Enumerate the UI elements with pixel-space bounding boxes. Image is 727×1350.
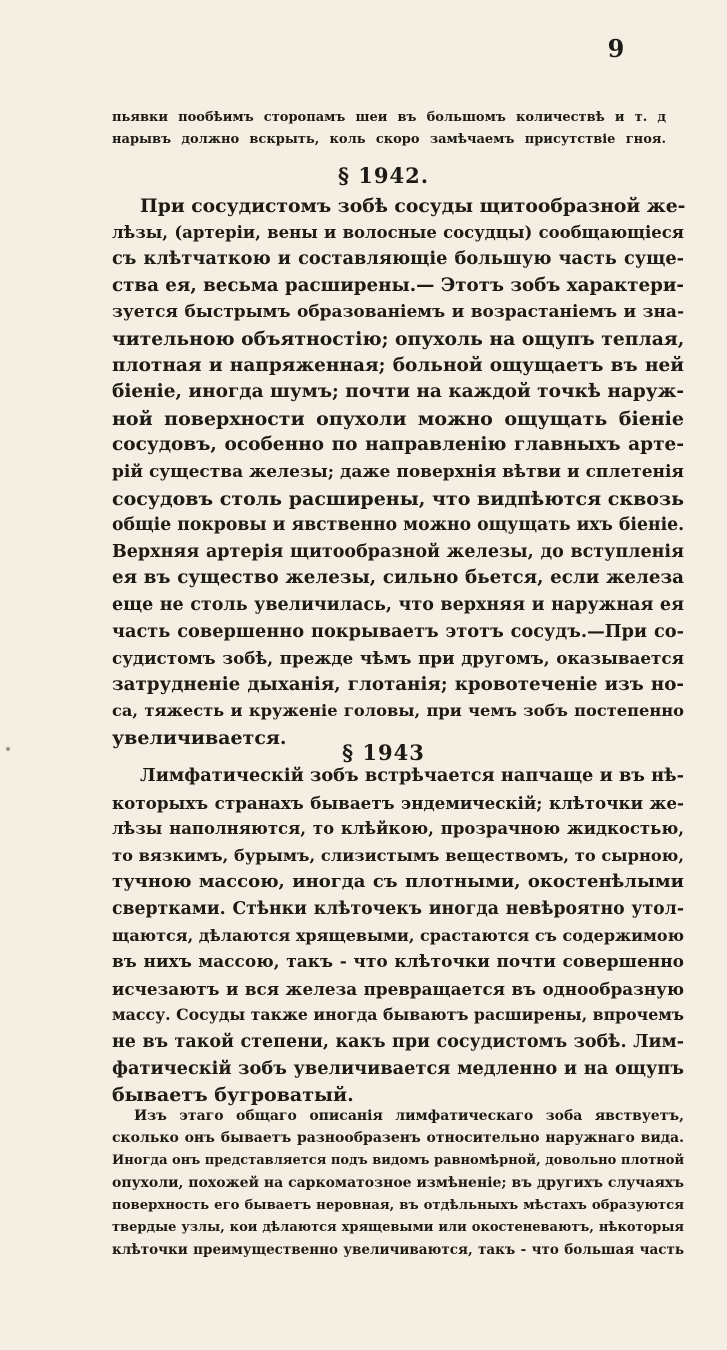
text-line: ства ея, весьма расширены.— Этотъ зобъ характери-	[112, 274, 684, 296]
text-line: массу. Сосуды также иногда бываютъ расширены, впрочемъ	[112, 1005, 684, 1025]
text-line: рій существа железы; даже поверхнія вѣтви и сплетенія	[112, 461, 684, 482]
text-line: не въ такой степени, какъ при сосудистомъ зобѣ. Лим-	[112, 1031, 684, 1052]
text-line: ея въ существо железы, сильно бьется, если железа	[112, 567, 684, 589]
text-line: поверхность его бываетъ неровная, въ отдѣльныхъ мѣстахъ образуются	[112, 1197, 684, 1213]
text-line: сосудовъ, особенно по направленію главныхъ арте-	[112, 434, 684, 456]
section-1942-paragraph	[0, 193, 727, 751]
note-paragraph	[0, 1105, 727, 1262]
section-heading-1943: § 1943	[342, 740, 425, 765]
section-heading-1942: § 1942.	[337, 163, 430, 188]
text-line: исчезаютъ и вся железа превращается въ однообразную	[112, 978, 684, 999]
text-line: чительною объятностію; опухоль на ощупъ теплая,	[112, 327, 685, 350]
text-line: твердые узлы, кои дѣлаются хрящевыми или окостеневаютъ, нѣкоторыя	[112, 1220, 684, 1236]
text-line: еще не столь увеличилась, что верхняя и наружная ея	[112, 594, 684, 615]
text-line: плотная и напряженная; больной ощущаетъ въ ней	[112, 354, 684, 376]
text-line: пьявки пообѣимъ сторопамъ шеи въ большомъ количествѣ и т. д	[112, 110, 666, 125]
page-number: 9	[607, 34, 625, 63]
text-line: са, тяжесть и круженіе головы, при чемъ зобъ постепенно	[112, 701, 684, 721]
text-line: опухоли, похожей на саркоматозное измѣненіе; въ другихъ случаяхъ	[112, 1175, 684, 1192]
text-line: которыхъ странахъ бываетъ эндемическій; клѣточки же-	[112, 792, 684, 813]
text-line: щаются, дѣлаются хрящевыми, срастаются съ содержимою	[112, 925, 684, 945]
text-line: Верхняя артерія щитообразной железы, до вступленія	[112, 541, 684, 562]
continuation-paragraph	[0, 107, 727, 151]
text-line: фатическій зобъ увеличивается медленно и на ощупъ	[112, 1057, 684, 1079]
text-line: бываетъ бугроватый.	[112, 1084, 354, 1107]
section-1943-paragraph	[0, 763, 727, 1109]
text-line: общіе покровы и явственно можно ощущать ихъ біеніе.	[112, 515, 685, 536]
text-line: свертками. Стѣнки клѣточекъ иногда невѣроятно утол-	[112, 898, 684, 919]
text-line: съ клѣтчаткою и составляющіе большую часть суще-	[112, 248, 684, 270]
text-line: сосудовъ столь расширены, что видпѣются сквозь	[112, 487, 684, 510]
text-line: біеніе, иногда шумъ; почти на каждой точкѣ наруж-	[112, 381, 685, 403]
paper-fleck	[6, 747, 10, 751]
text-line: лѣзы наполняются, то клѣйкою, прозрачною жидкостью,	[112, 819, 684, 839]
text-line: судистомъ зобѣ, прежде чѣмъ при другомъ, оказывается	[112, 648, 684, 669]
text-line: клѣточки преимущественно увеличиваются, такъ - что большая часть	[112, 1242, 684, 1259]
text-line: зуется быстрымъ образованіемъ и возрастаніемъ и зна-	[112, 302, 684, 323]
text-line: Лимфатическій зобъ встрѣчается напчаще и въ нѣ-	[140, 765, 684, 786]
text-line: затрудненіе дыханія, глотанія; кровотеченіе изъ но-	[112, 673, 684, 695]
text-line: часть совершенно покрываетъ этотъ сосудъ.—При со-	[112, 620, 684, 642]
text-line: сколько онъ бываетъ разнообразенъ относительно наружнаго вида.	[112, 1130, 684, 1147]
text-line: то вязкимъ, бурымъ, слизистымъ веществомъ, то сырною,	[112, 845, 684, 865]
text-line: При сосудистомъ зобѣ сосуды щитообразной же-	[140, 195, 686, 217]
text-line: нарывъ должно вскрыть, коль скоро замѣчаемъ присутствіе гноя.	[112, 132, 666, 147]
text-line: ной поверхности опухоли можно ощущать біеніе	[112, 407, 684, 430]
text-line: Иногда онъ представляется подъ видомъ равномѣрной, довольно плотной	[112, 1152, 685, 1168]
text-line: въ нихъ массою, такъ - что клѣточки почти совершенно	[112, 952, 684, 973]
text-line: лѣзы, (артеріи, вены и волосные сосудцы) сообщающіеся	[112, 222, 684, 242]
text-line: увеличивается.	[112, 726, 287, 749]
text-line: тучною массою, иногда съ плотными, окостенѣлыми	[112, 871, 684, 893]
text-line: Изъ этаго общаго описанія лимфатическаго зоба явствуетъ,	[134, 1108, 684, 1124]
